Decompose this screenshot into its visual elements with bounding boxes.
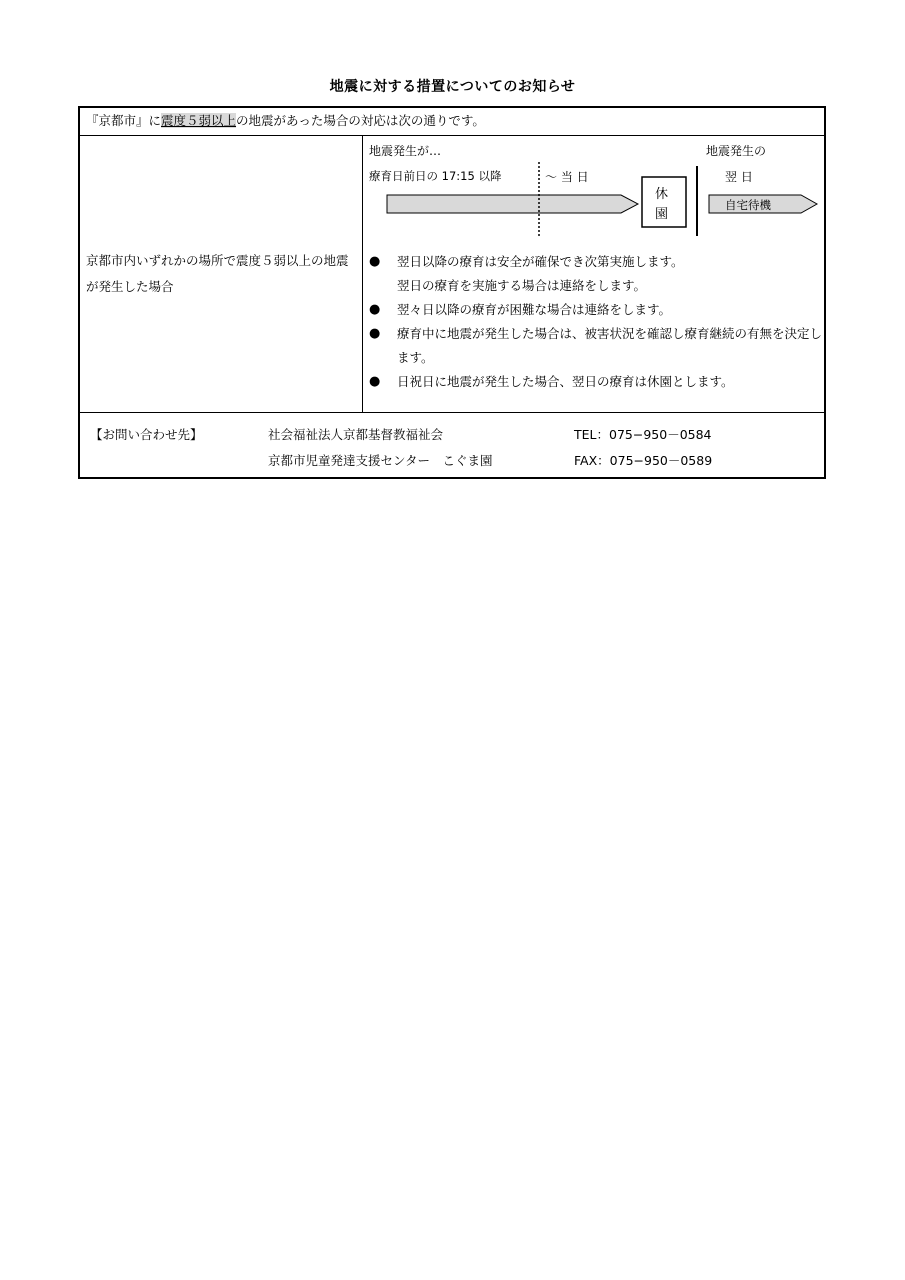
list-item: ● 療育中に地震が発生した場合は、被害状況を確認し療育継続の有無を決定します。 <box>363 322 826 370</box>
response-list <box>363 250 826 394</box>
contact-label: 【お問い合わせ先】 <box>90 427 203 442</box>
main-row <box>80 136 824 413</box>
next-occur-label: 地震発生の <box>706 144 767 158</box>
same-day-label: ～ 当 日 <box>545 170 589 184</box>
home-standby-label: 自宅待機 <box>725 198 771 212</box>
page-title: 地震に対する措置についてのお知らせ <box>329 79 576 95</box>
closed-label-2: 園 <box>655 207 669 222</box>
contact-tel: TEL：075−950－0584 <box>574 427 712 442</box>
next-day-label: 翌 日 <box>725 170 753 184</box>
time-label: 療育日前日の 17:15 以降 <box>369 169 502 183</box>
intro-prefix: 『京都市』に <box>86 113 162 128</box>
bullet-icon: ● <box>369 302 381 317</box>
intro-row <box>80 108 824 136</box>
intro-highlight: 震度５弱以上 <box>161 113 237 128</box>
list-item: ● 日祝日に地震が発生した場合、翌日の療育は休園とします。 <box>363 370 826 394</box>
closed-label-1: 休 <box>655 187 669 202</box>
pre-closure-arrow <box>387 195 638 213</box>
contact-org: 社会福祉法人京都基督教福祉会 <box>268 427 444 442</box>
notice-table <box>78 106 826 479</box>
contact-fax: FAX：075−950－0589 <box>574 453 713 468</box>
occur-label: 地震発生が… <box>369 144 442 158</box>
response-cell <box>363 136 824 412</box>
bullet-icon: ● <box>369 254 381 269</box>
list-item: ● 翌日以降の療育は安全が確保でき次第実施します。 <box>363 250 826 274</box>
condition-cell <box>80 136 363 412</box>
contact-center: 京都市児童発達支援センター こぐま園 <box>268 453 493 468</box>
list-item: 翌日の療育を実施する場合は連絡をします。 <box>397 278 647 293</box>
timeline-diagram <box>363 136 826 244</box>
bullet-icon: ● <box>369 326 381 341</box>
timeline-shapes <box>363 136 826 244</box>
list-item: ● 翌々日以降の療育が困難な場合は連絡をします。 <box>363 298 826 322</box>
intro-suffix: の地震があった場合の対応は次の通りです。 <box>236 113 485 128</box>
contact-row <box>80 413 824 477</box>
condition-text: 京都市内いずれかの場所で震度５弱以上の地震が発生した場合 <box>86 253 349 294</box>
bullet-icon: ● <box>369 374 381 389</box>
